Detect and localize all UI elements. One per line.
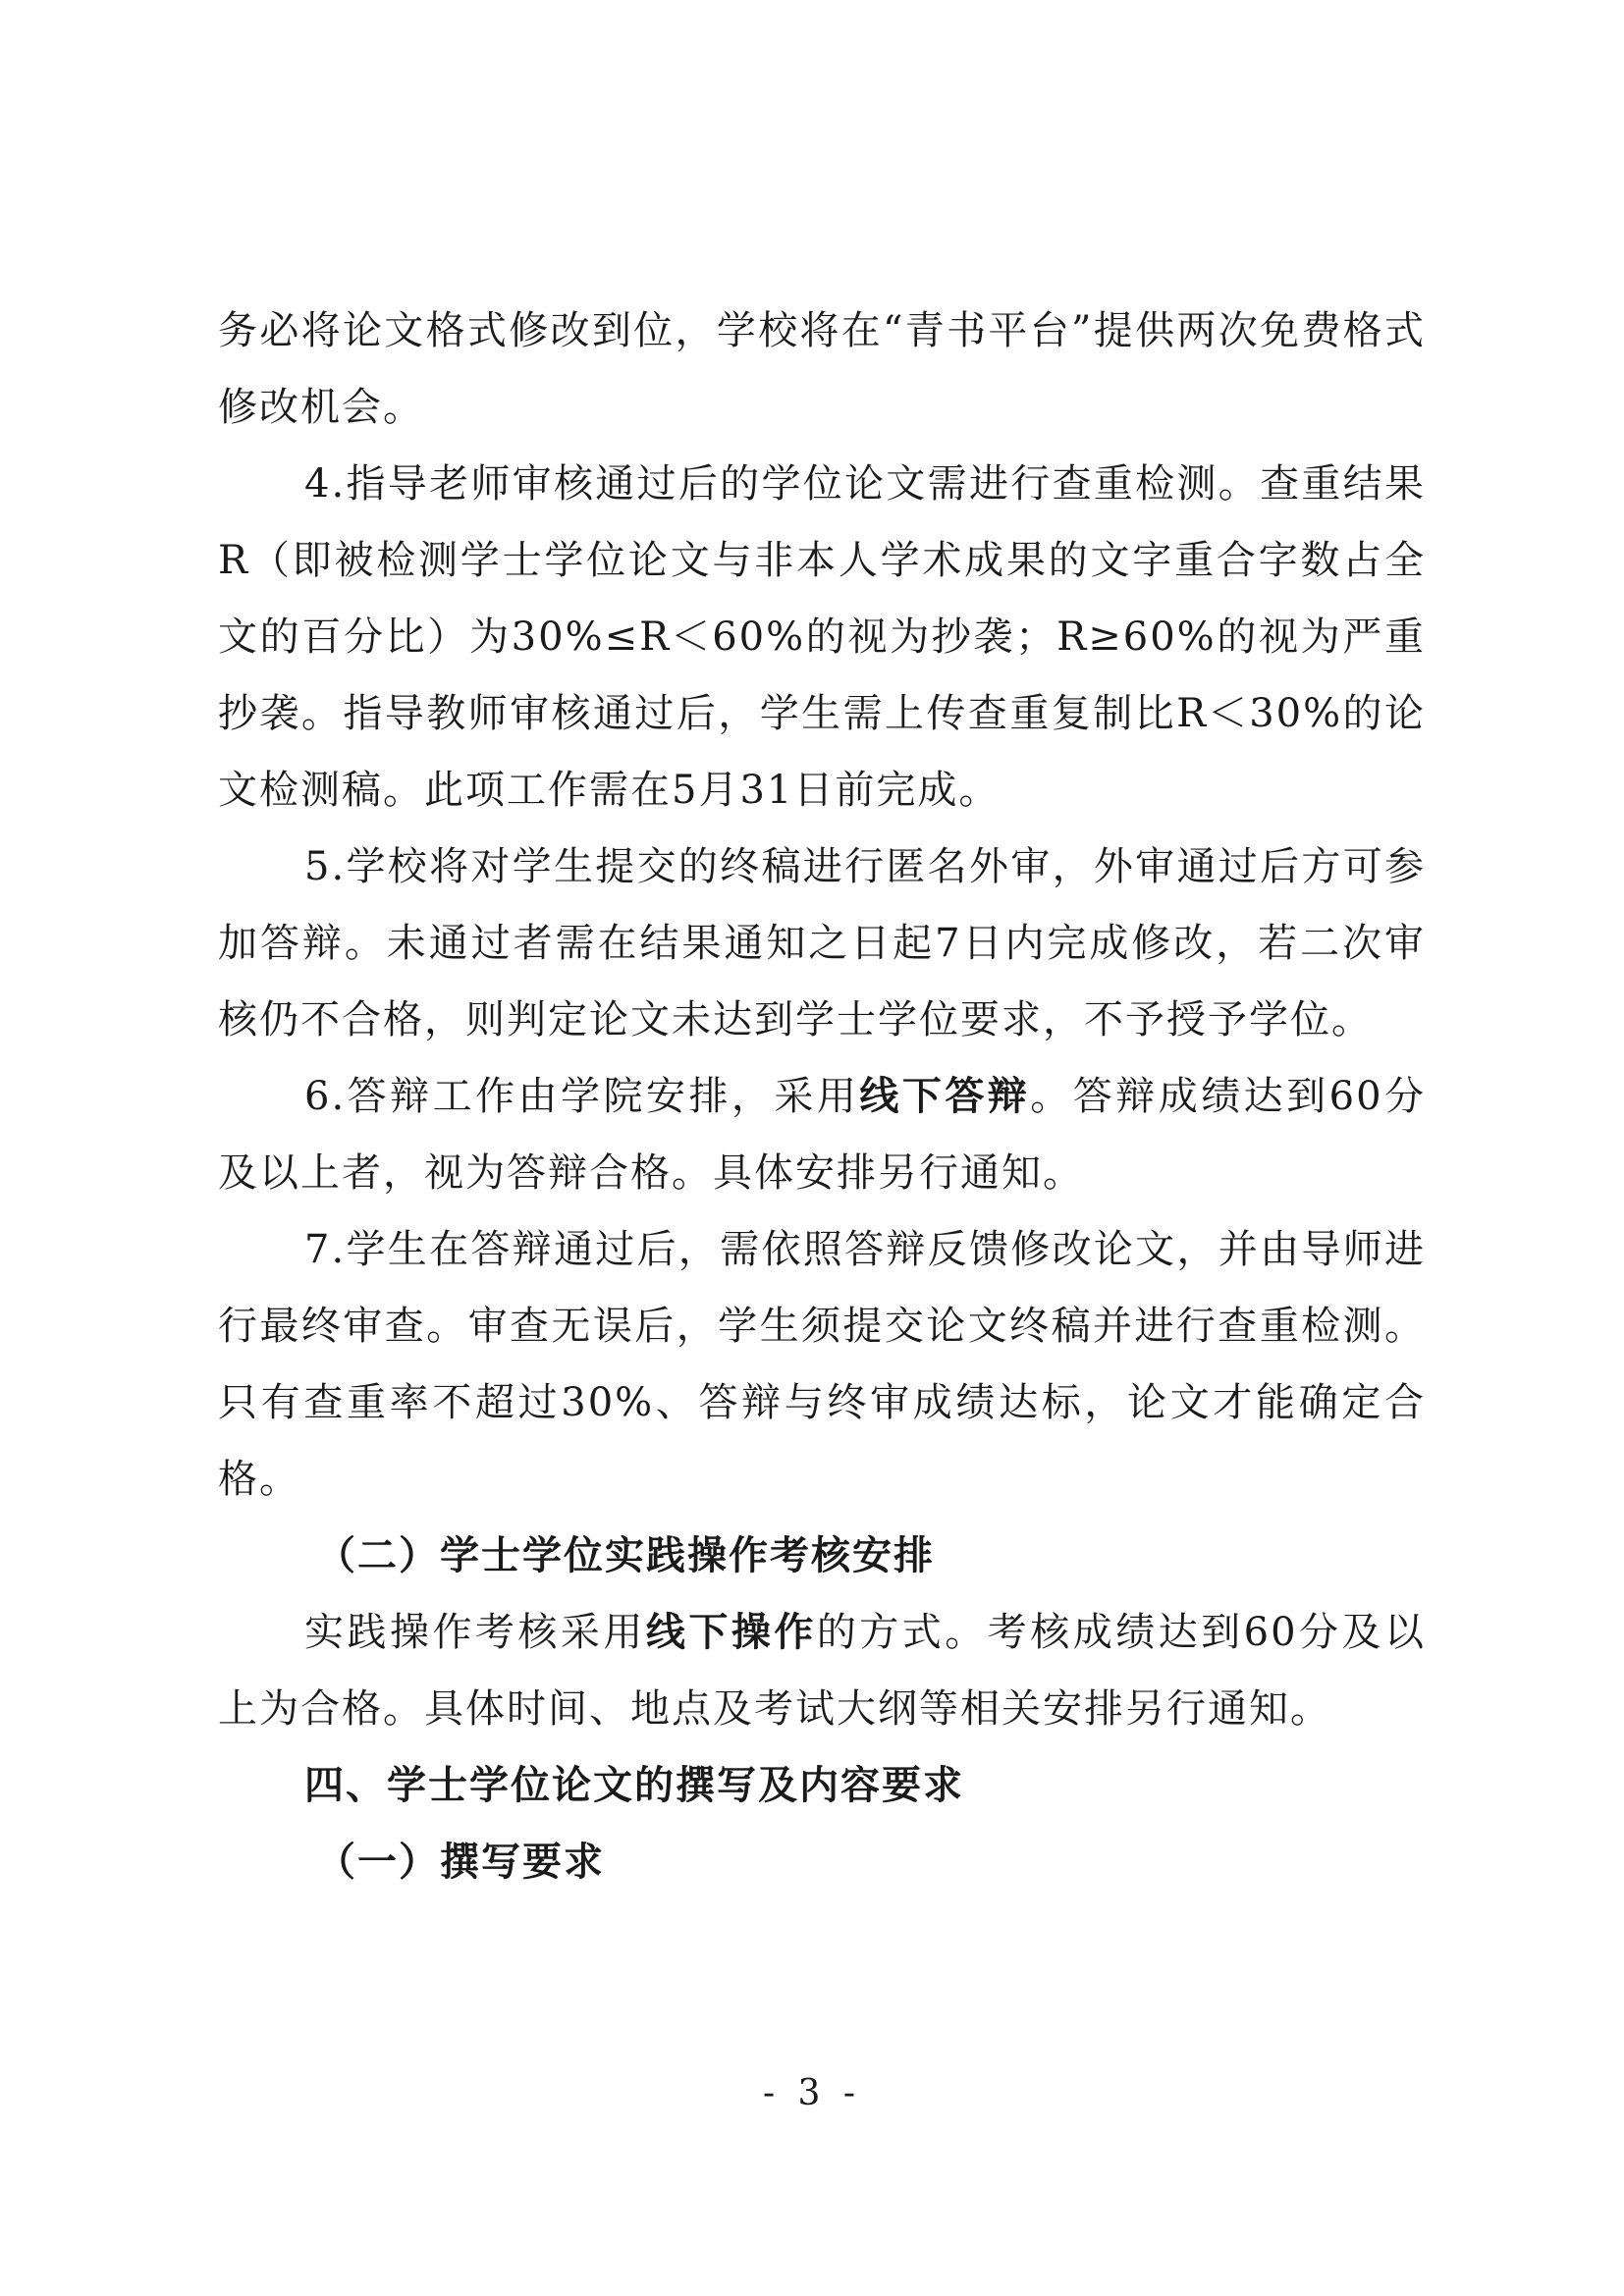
item-6-text-before: 6.答辩工作由学院安排，采用 — [304, 1074, 860, 1119]
paragraph-practice-assessment — [218, 1594, 1426, 1747]
page-number: - 3 - — [762, 2073, 862, 2113]
heading-section-4: 四、学士学位论文的撰写及内容要求 — [304, 1763, 964, 1808]
paragraph-format-revision: 务必将论文格式修改到位，学校将在“青书平台”提供两次免费格式修改机会。 — [218, 308, 1426, 430]
practice-text-before: 实践操作考核采用 — [304, 1610, 646, 1655]
item-6-text-after: 。答辩成绩达到60分及以上者，视为答辩合格。具体安排另行通知。 — [218, 1074, 1427, 1196]
item-6-bold-text: 线下答辩 — [859, 1074, 1031, 1119]
paragraph-item-6 — [218, 1058, 1426, 1211]
paragraph-item-4: 4.指导老师审核通过后的学位论文需进行查重检测。查重结果R（即被检测学士学位论文与非本人学术成果的文字重合字数占全文的百分比）为30%≤R＜60%的视为抄袭；R≥60%的视为严重抄袭。指导教师审核通过后，学生需上传查重复制比R＜30%的论文检测稿。此项工作需在5月31日前完成。 — [218, 461, 1426, 813]
paragraph-item-5: 5.学校将对学生提交的终稿进行匿名外审，外审通过后方可参加答辩。未通过者需在结果通知之日起7日内完成修改，若二次审核仍不合格，则判定论文未达到学士学位要求，不予授予学位。 — [218, 844, 1426, 1042]
paragraph-item-7: 7.学生在答辩通过后，需依照答辩反馈修改论文，并由导师进行最终审查。审查无误后，学生须提交论文终稿并进行查重检测。只有查重率不超过30%、答辩与终审成绩达标，论文才能确定合格。 — [218, 1227, 1426, 1502]
heading-practice-assessment: （二）学士学位实践操作考核安排 — [316, 1533, 935, 1578]
practice-bold-text: 线下操作 — [645, 1610, 817, 1655]
practice-text-after: 的方式。考核成绩达到60分及以上为合格。具体时间、地点及考试大纲等相关安排另行通知。 — [218, 1610, 1426, 1732]
document-body — [218, 293, 1426, 1900]
heading-writing-requirements: （一）撰写要求 — [316, 1840, 605, 1885]
